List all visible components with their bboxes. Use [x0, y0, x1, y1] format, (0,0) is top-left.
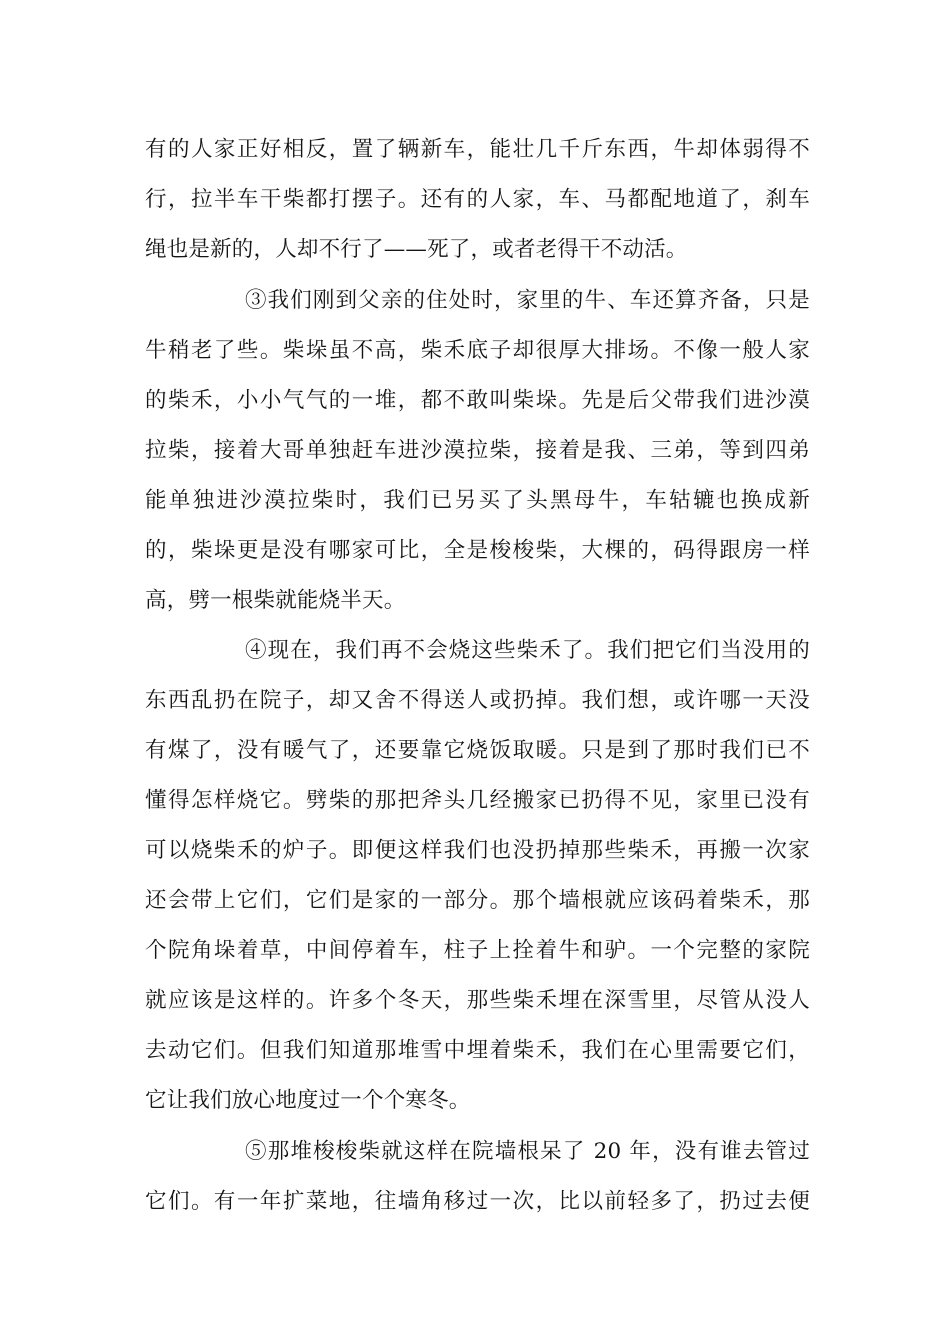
paragraph-line: 就应该是这样的。许多个冬天，那些柴禾埋在深雪里，尽管从没人: [145, 988, 810, 1013]
paragraph-line: 绳也是新的，人却不行了——死了，或者老得干不动活。: [145, 237, 688, 262]
paragraph-first-line: ⑤那堆梭梭柴就这样在院墙根呆了 20 年，没有谁去管过: [245, 1139, 810, 1164]
paragraph-line: 去动它们。但我们知道那堆雪中埋着柴禾，我们在心里需要它们，: [145, 1038, 810, 1063]
paragraph-line: 的柴禾，小小气气的一堆，都不敢叫柴垛。先是后父带我们进沙漠: [145, 388, 810, 413]
paragraph-line: 个院角垛着草，中间停着车，柱子上拴着牛和驴。一个完整的家院: [145, 938, 810, 963]
paragraph-first-line: ③我们刚到父亲的住处时，家里的牛、车还算齐备，只是: [245, 288, 810, 313]
paragraph-line: 有的人家正好相反，置了辆新车，能壮几千斤东西，牛却体弱得不: [145, 137, 810, 162]
paragraph-line: 行，拉半车干柴都打摆子。还有的人家，车、马都配地道了，刹车: [145, 187, 810, 212]
paragraph-first-line: ④现在，我们再不会烧这些柴禾了。我们把它们当没用的: [245, 638, 810, 663]
paragraph-line: 的，柴垛更是没有哪家可比，全是梭梭柴，大棵的，码得跟房一样: [145, 538, 810, 563]
paragraph-line: 可以烧柴禾的炉子。即便这样我们也没扔掉那些柴禾，再搬一次家: [145, 838, 810, 863]
paragraph-line: 能单独进沙漠拉柴时，我们已另买了头黑母牛，车轱辘也换成新: [145, 488, 810, 513]
paragraph-line: 拉柴，接着大哥单独赶车进沙漠拉柴，接着是我、三弟，等到四弟: [145, 438, 810, 463]
paragraph-line: 它们。有一年扩菜地，往墙角移过一次，比以前轻多了，扔过去便: [145, 1189, 810, 1214]
paragraph-line: 东西乱扔在院子，却又舍不得送人或扔掉。我们想，或许哪一天没: [145, 688, 810, 713]
paragraph-line: 还会带上它们，它们是家的一部分。那个墙根就应该码着柴禾，那: [145, 888, 810, 913]
paragraph-line: 它让我们放心地度过一个个寒冬。: [145, 1088, 471, 1113]
paragraph-line: 有煤了，没有暖气了，还要靠它烧饭取暖。只是到了那时我们已不: [145, 738, 810, 763]
paragraph-line: 懂得怎样烧它。劈柴的那把斧头几经搬家已扔得不见，家里已没有: [145, 788, 810, 813]
paragraph-line: 牛稍老了些。柴垛虽不高，柴禾底子却很厚大排场。不像一般人家: [145, 338, 810, 363]
paragraph-line: 高，劈一根柴就能烧半天。: [145, 588, 406, 613]
